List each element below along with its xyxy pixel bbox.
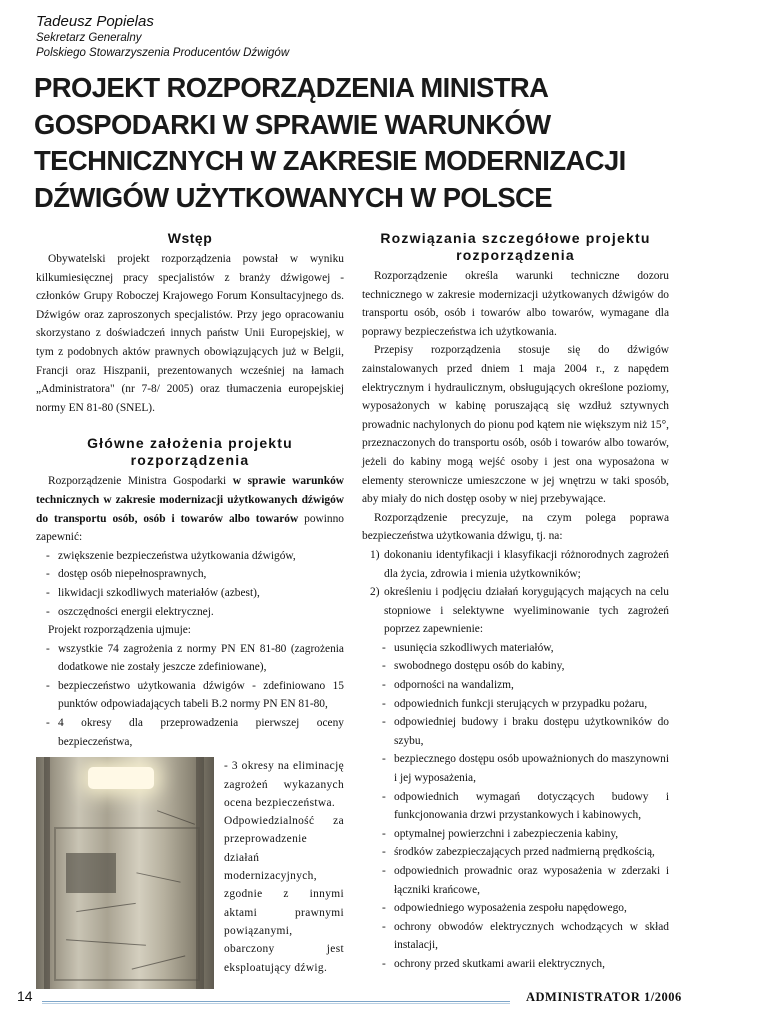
photo-side-paragraph: Odpowiedzialność za przeprowadzenie działań modernizacyjnych, zgodnie z innymi aktami prawnymi powiązanymi, obarczony jest eksploatujący dźwig. [224, 815, 344, 974]
list-item: - swobodnego dostępu osób do kabiny, [362, 657, 669, 676]
numbered-list [362, 546, 669, 639]
section-heading-wstep: Wstęp [167, 230, 213, 246]
list-item: - usunięcia szkodliwych materiałów, [362, 639, 669, 658]
wstep-paragraph: Obywatelski projekt rozporządzenia powstał w wyniku kilkumiesięcznej pracy specjalistów z branży dźwigowej - członków Grupy Roboczej Krajowego Forum Konsultacyjnego ds. Dźwigów oraz zaproszonych specjalistów. Przy jego opracowaniu skorzystano z doświadczeń innych państw Unii Europejskiej, w tym z podobnych aktów prawnych obowiązujących już w Belgii, Francji oraz Hiszpanii, prezentowanych wcześniej na łamach „Administratora" (nr 7-8/ 2005) oraz tłumaczenia europejskiej normy EN 81-80 (SNEL). [36, 253, 344, 414]
article-title [34, 70, 720, 216]
list-item: - odpowiednich wymagań dotyczących budowy i funkcjonowania drzwi przystankowych i kabinowych, [362, 788, 669, 825]
photo-side-text [214, 757, 344, 989]
intro-plain: Rozporządzenie Ministra Gospodarki [48, 475, 227, 488]
list-item: - 4 okresy dla przeprowadzenia pierwszej oceny bezpieczeństwa, [36, 714, 344, 751]
list-item: - wszystkie 74 zagrożenia z normy PN EN 81-80 (zagrożenia dodatkowe nie zostały jeszcze zdefiniowane), [36, 640, 344, 677]
section-heading-zalozenia: Główne założenia projektu rozporządzenia [87, 435, 293, 469]
right-column [362, 230, 669, 974]
list-item: - odpowiedniej budowy i braku dostępu użytkowników do szybu, [362, 713, 669, 750]
project-intro: Projekt rozporządzenia ujmuje: [48, 624, 191, 637]
list-item: - odpowiedniego wyposażenia zespołu napędowego, [362, 899, 669, 918]
zalozenia-intro [36, 472, 344, 546]
list-item: - oszczędności energii elektrycznej. [36, 603, 344, 622]
project-items-list [36, 640, 344, 752]
measures-list [362, 639, 669, 974]
photo-side-item: - 3 okresy na eliminację zagrożeń wykazanych ocena bezpieczeństwa. [224, 760, 344, 809]
list-item: - zwiększenie bezpieczeństwa użytkowania dźwigów, [36, 547, 344, 566]
page-footer [0, 988, 763, 1012]
section-heading-rozwiazania: Rozwiązania szczegółowe projektu rozporządzenia [380, 230, 651, 263]
intro-bold: w sprawie warunków technicznych w zakresie modernizacji użytkowanych dźwigów do transportu osób, osób i towarów albo towarów [36, 475, 344, 525]
list-item: - optymalnej powierzchni i zabezpieczenia kabiny, [362, 825, 669, 844]
title-line: DŹWIGÓW UŻYTKOWANYCH W POLSCE [34, 181, 552, 213]
author-name: Tadeusz Popielas [36, 13, 154, 30]
list-item: - odpowiednich prowadnic oraz wyposażenia w zderzaki i łączniki krańcowe, [362, 862, 669, 899]
list-item: - środków zabezpieczających przed nadmierną prędkością, [362, 843, 669, 862]
author-role-line2: Polskiego Stowarzyszenia Producentów Dźwigów [36, 47, 290, 59]
numbered-item: 2) określeniu i podjęciu działań korygujących mających na celu stopniowe i selektywne wyeliminowanie tych zagrożeń poprzez zapewnienie: [370, 586, 669, 636]
right-paragraph-3: Rozporządzenie precyzuje, na czym polega poprawa bezpieczeństwa użytkowania dźwigu, tj. na: [362, 511, 669, 543]
title-line: PROJEKT ROZPORZĄDZENIA MINISTRA [34, 72, 549, 103]
right-paragraph-1: Rozporządzenie określa warunki techniczne dozoru technicznego w zakresie modernizacji użytkowanych dźwigów do transportu osób, osób i towarów albo towarów, wymagane dla poprawy bezpieczeństwa ich użytkowania. [362, 270, 669, 338]
magazine-issue: ADMINISTRATOR 1/2006 [526, 990, 682, 1004]
title-line: TECHNICZNYCH W ZAKRESIE MODERNIZACJI [34, 145, 626, 176]
left-column [36, 230, 344, 989]
photo-row [36, 757, 344, 989]
list-item: - ochrony obwodów elektrycznych wchodzących w skład instalacji, [362, 918, 669, 955]
list-item: - ochrony przed skutkami awarii elektrycznych, [362, 955, 669, 974]
list-item: - odpowiednich funkcji sterujących w przypadku pożaru, [362, 695, 669, 714]
footer-rule [42, 1001, 510, 1002]
intro-end: powinno zapewnić: [36, 512, 344, 544]
list-item: - likwidacji szkodliwych materiałów (azbest), [36, 584, 344, 603]
list-item: - bezpieczeństwo użytkowania dźwigów - zdefiniowano 15 punktów odpowiadających tabeli B.2 normy PN EN 81-80, [36, 677, 344, 714]
page-number: 14 [17, 988, 33, 1004]
elevator-cabin-photo [36, 757, 214, 989]
author-block [36, 12, 289, 61]
right-paragraph-2: Przepisy rozporządzenia stosuje się do dźwigów zainstalowanych przed dniem 1 maja 2004 r., z napędem elektrycznym i hydraulicznym, obsługujących określone poziomy, wyposażonych w kabinę poruszającą się wzdłuż sztywnych prowadnic nachylonych do pionu pod kątem nie większym niż 15°, przeznaczonych do transportu osób, osób i towarów albo towarów, jeżeli do kabiny mogą wejść osoby i jest ona wyposażona w elementy sterownicze umieszczone w jej wnętrzu w taki sposób, aby miały do nich dostęp osoby w niej przebywające. [362, 344, 669, 506]
numbered-item: 1) dokonaniu identyfikacji i klasyfikacji różnorodnych zagrożeń dla życia, zdrowia i mienia użytkowników; [370, 548, 669, 580]
title-line: GOSPODARKI W SPRAWIE WARUNKÓW [34, 108, 551, 140]
author-role-line1: Sekretarz Generalny [36, 32, 142, 44]
list-item: - odporności na wandalizm, [362, 676, 669, 695]
goals-list [36, 547, 344, 621]
list-item: - dostęp osób niepełnosprawnych, [36, 565, 344, 584]
ceiling-lamp [88, 767, 154, 789]
list-item: - bezpiecznego dostępu osób upoważnionych do maszynowni i jej wyposażenia, [362, 750, 669, 787]
